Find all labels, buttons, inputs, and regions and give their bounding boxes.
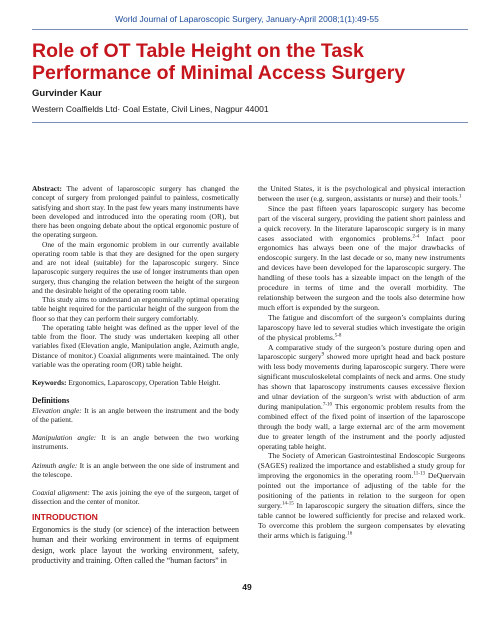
article-title: Role of OT Table Height on the Task Performance of Minimal Access Surgery <box>32 40 406 84</box>
abstract-paragraph-3: This study aims to understand an ergonomically optimal operating table height required for the particular height of the surgeon from the floor so that they can perform their surgery comfortably. <box>32 295 239 323</box>
definition-term: Azimuth angle: <box>32 460 78 470</box>
body-text: A comparative study of the surgeon’s posture during open and laparoscopic surgery <box>258 342 465 362</box>
right-column <box>258 184 465 541</box>
abstract-paragraph <box>32 184 239 240</box>
body-text: The fatigue and discomfort of the surgeon’s complaints during laparoscopy have led to several studies which investigate the origin of the physical problems. <box>258 312 465 342</box>
abstract-paragraph-2: One of the main ergonomic problem in our currently available operating room table is that they are designed for the open surgery and are not ideal (suitable) for the laparoscopic surgery. Since laparoscopic surgery requires the use of longer instruments than open surgery, thus changing the relation between the height of the surgeon and the desirable height of the operating room table. <box>32 239 239 295</box>
citation: 7-10 <box>322 402 332 408</box>
definition-text: It is an angle between the two working instruments. <box>32 433 240 452</box>
citation: 5-8 <box>334 333 342 339</box>
definition-term: Coaxial alignment: <box>32 488 90 497</box>
body-paragraph-1 <box>258 184 465 204</box>
body-text: Infact poor ergonomics has always been one of the major drawbacks of endoscopic surgery. In the last decade or so, many new instruments and devices have been developed for the laparoscopic surgery. The handling of these tools has a sizeable impact on the length of the procedure in terms of time and the overall morbidity. The relationship between the surgeon and the tools also determine how much effort is expended by the surgeon. <box>258 233 465 312</box>
definition-text: It is an angle between the one side of instrument and the telescope. <box>32 460 239 479</box>
definitions-heading: Definitions <box>32 396 70 406</box>
header-rule <box>32 29 468 30</box>
body-text: the United States, it is the psychological and physical interaction between the user (e.g. surgeon, assistants or nurse) and their tools. <box>258 184 465 203</box>
abstract-paragraph-4: The operating table height was defined as the upper level of the table from the floor. The study was undertaken keeping all other variables fixed (Elevation angle, Manipulation angle, Azimuth angle, Distance of monitor.) Coaxial alignments were maintained. The only variable was the operating room (OR) table height. <box>32 322 239 369</box>
abstract-text: The advent of laparoscopic surgery has changed the concept of surgery from prolonged painful to painless, cosmetically satisfying and short stay. In the past few years many instruments have been developed and introduced into the operating room (OR), but there has been ongoing debate about the optical ergonomic posture of the operating surgeon. <box>32 184 239 240</box>
body-paragraph-5 <box>258 451 465 540</box>
abstract-label: Abstract: <box>32 184 62 193</box>
citation: 14-15 <box>282 501 294 507</box>
body-paragraph-2 <box>258 204 465 313</box>
citation: 11-13 <box>413 471 425 477</box>
definition-text: The axis joining the eye of the surgeon, target of dissection and the center of monitor. <box>32 488 240 507</box>
definition-coaxial <box>32 488 239 507</box>
author-affiliation: Western Coalfields Ltd· Coal Estate, Civil Lines, Nagpur 44001 <box>32 104 269 114</box>
body-text: showed more upright head and back posture with less body movements during laparoscopic surgery. There were significant musculoskeletal complaints of neck and arms. One study has shown that laparoscopy instruments causes excessive flexion and ulnar deviation of the surgeon’s wrist with abduction of arm during manipulation. <box>258 352 465 411</box>
citation: 1 <box>459 194 462 200</box>
citation: 16 <box>347 531 353 537</box>
body-text: This ergonomic problem results from the combined effect of the fixed point of insertion of the laparoscope through the body wall, a large external arc of the arm movement due to greater length of the instrument and the poorly adjusted operating table height. <box>258 401 465 451</box>
body-text: DeQuervain pointed out the importance of adjusting of the table for the positioning of the patients in relation to the surgeon for open surgery. <box>258 471 465 510</box>
definition-azimuth <box>32 461 239 480</box>
definition-text: It is an angle between the instrument and the body of the patient. <box>32 405 239 424</box>
body-paragraph-4 <box>258 343 465 452</box>
left-column <box>32 184 239 566</box>
body-text: Since the past fifteen years laparoscopic surgery has become part of the visceral surgery, providing the patient short painless and a quick recovery. In the literature laparoscopic surgery is in many cases associated with ergonomics problems. <box>258 203 465 243</box>
definition-term: Elevation angle: <box>32 405 82 415</box>
citation: 2-4 <box>412 234 420 239</box>
definition-manipulation <box>32 433 239 452</box>
keywords-paragraph <box>32 378 239 387</box>
body-text: The Society of American Gastrointestinal Endoscopic Surgeons (SAGES) realized the importance and established a study group for improving the ergonomics in the operating room. <box>258 451 465 481</box>
affiliation-rule <box>32 122 468 123</box>
keywords-text: Ergonomics, Laparoscopy, Operation Table Height. <box>66 378 221 387</box>
author-name: Gurvinder Kaur <box>32 88 102 99</box>
keywords-label: Keywords: <box>32 378 67 387</box>
introduction-text: Ergonomics is the study (or science) of the interaction between human and their working environment in terms of equipment design, work place layout the working environment, safety, productivity and training. Often called the “human factors” in <box>32 524 239 565</box>
body-text: In laparoscopic surgery the situation differs, since the table cannot be lowered sufficiently for precise and relaxed work. To overcome this problem the surgeon compensates by elevating their arms which is fatiguing. <box>258 501 465 540</box>
definition-term: Manipulation angle: <box>32 433 97 442</box>
definition-elevation <box>32 406 239 425</box>
introduction-heading: INTRODUCTION <box>32 511 98 522</box>
citation: 9 <box>321 352 325 358</box>
page-number: 49 <box>242 582 252 592</box>
journal-header: World Journal of Laparoscopic Surgery, January-April 2008;1(1):49-55 <box>115 14 379 24</box>
body-paragraph-3 <box>258 313 465 343</box>
